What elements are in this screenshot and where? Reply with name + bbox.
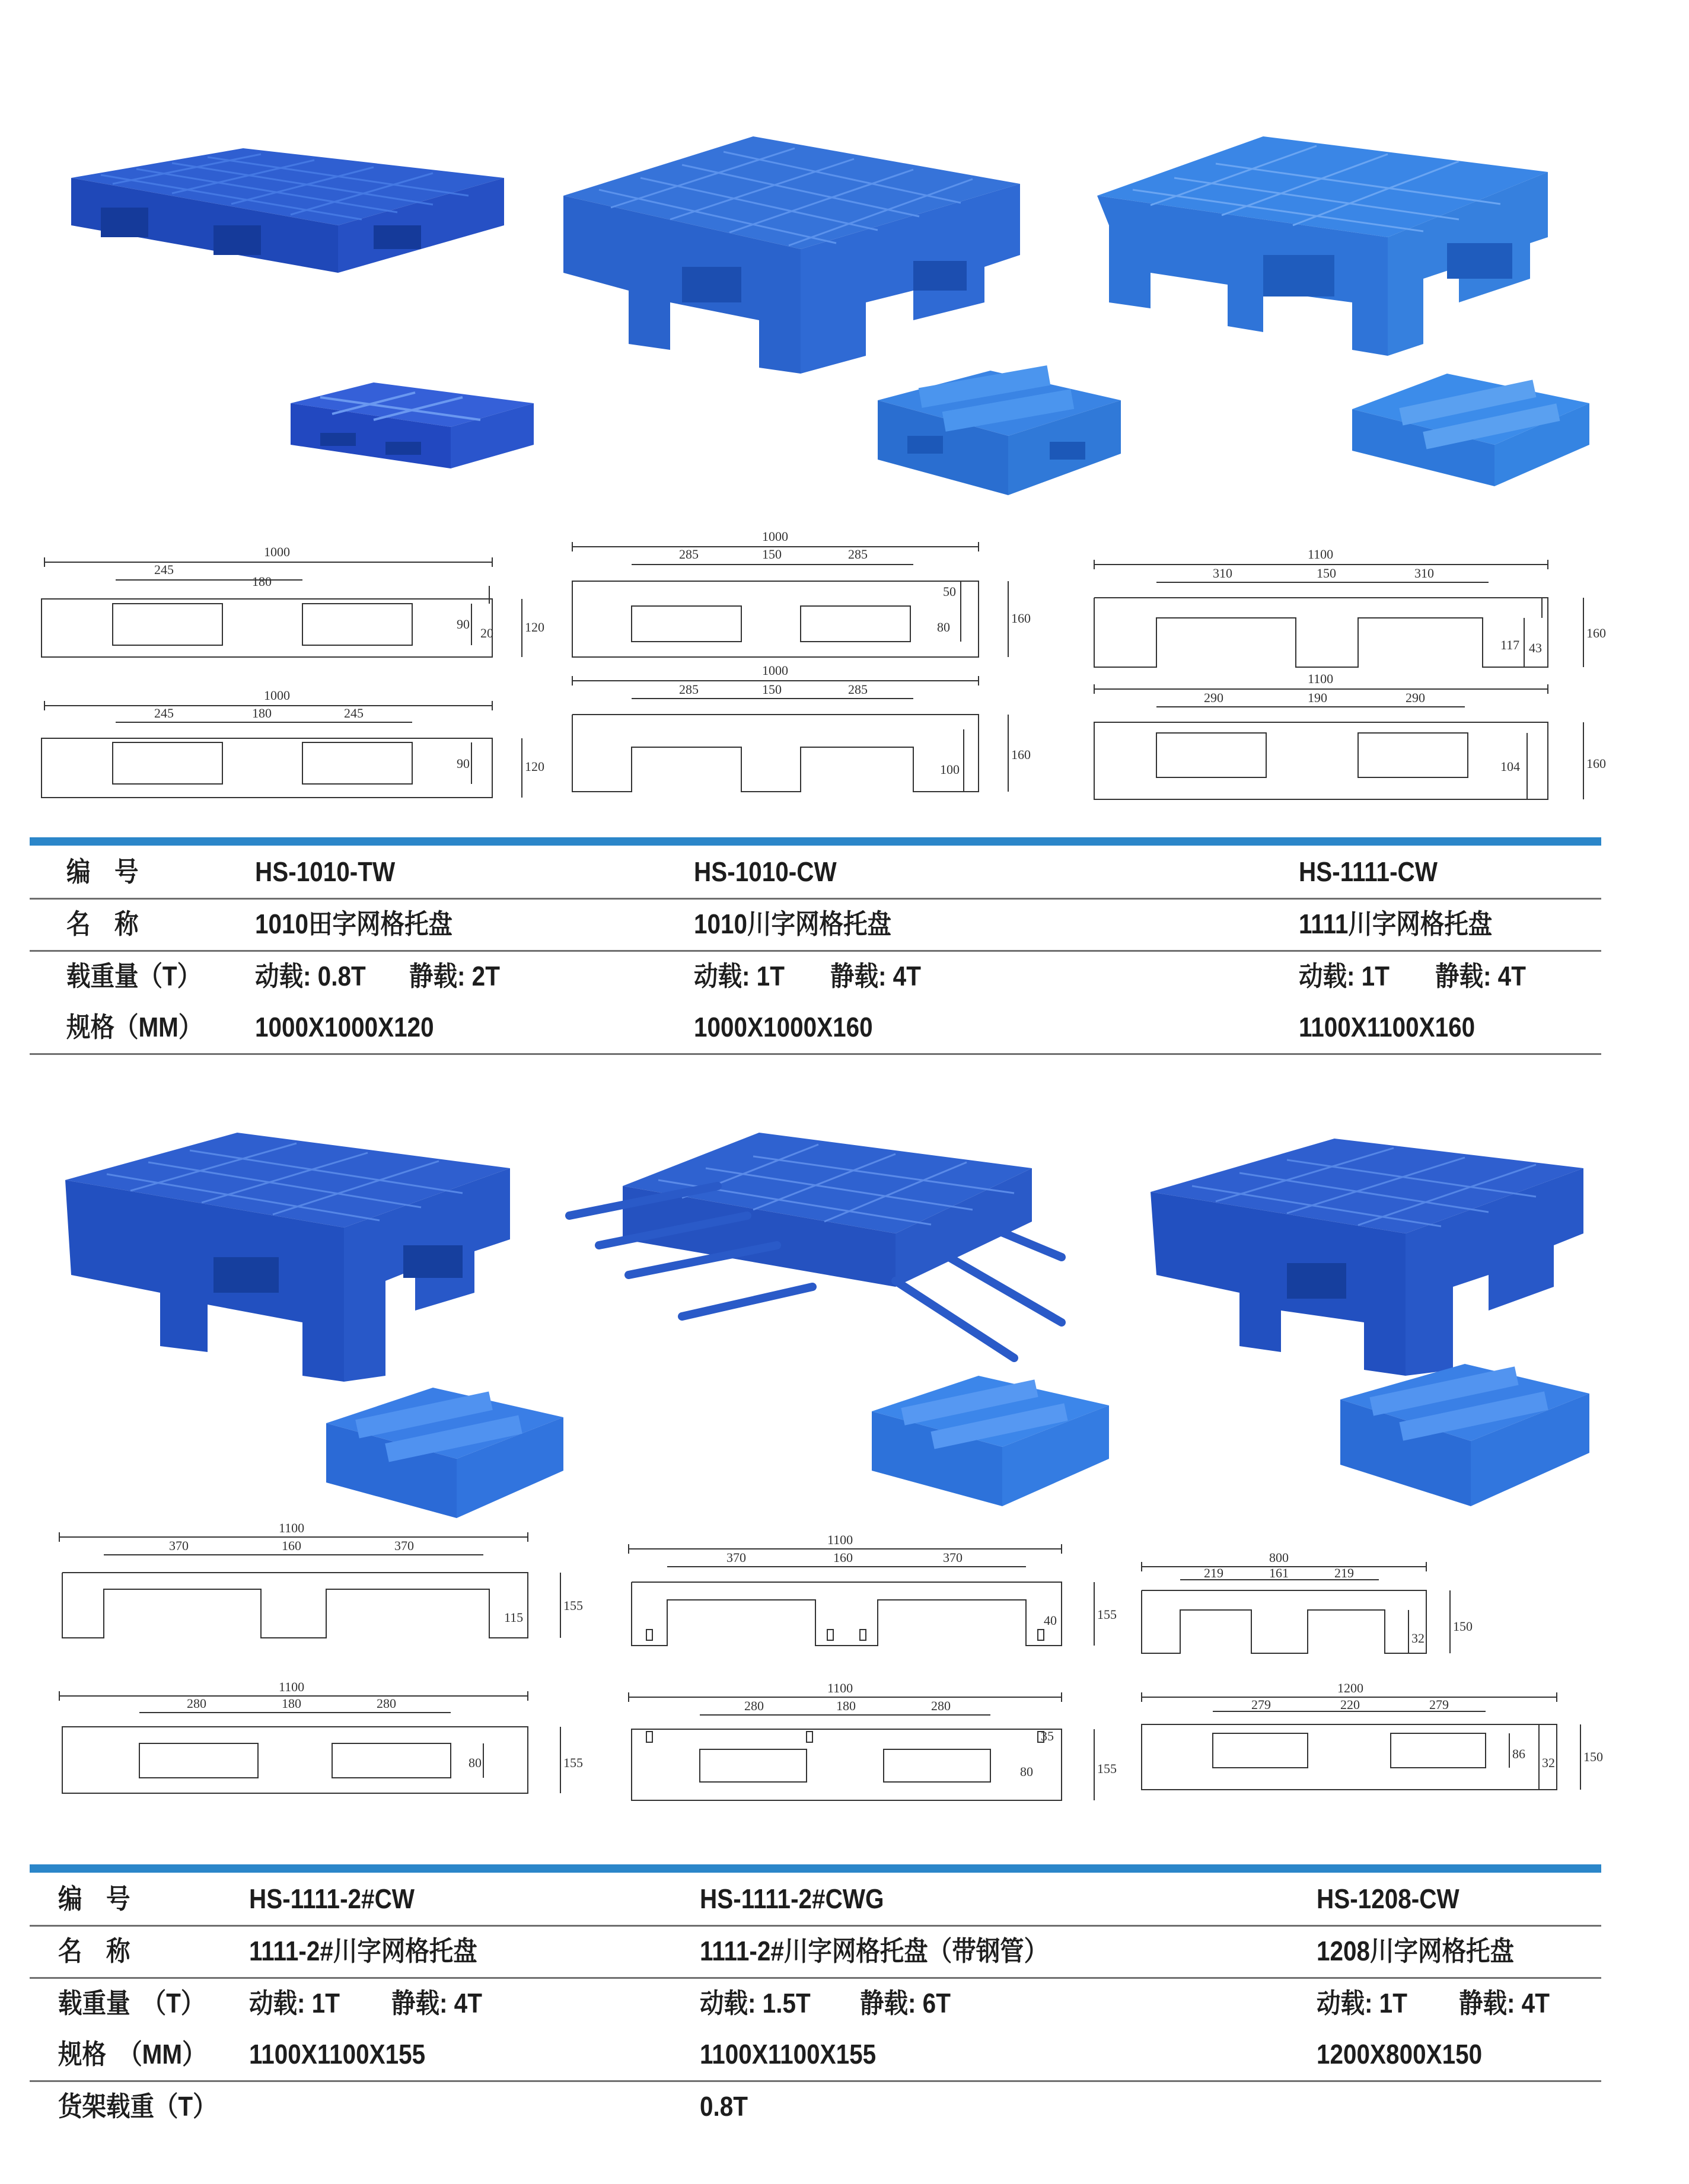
pallet-photo-hs-1111-2cwg xyxy=(563,1121,1067,1370)
dim-span: 279 xyxy=(1251,1697,1271,1712)
dim-height: 40 xyxy=(1044,1613,1057,1628)
dim-height: 160 xyxy=(1586,626,1606,640)
dim-span: 160 xyxy=(282,1538,301,1553)
dim-total-front: 1100 xyxy=(279,1520,305,1535)
product-size: 1000X1000X160 xyxy=(694,1012,873,1042)
dim-span: 180 xyxy=(282,1696,301,1711)
dynamic-load: 动载: 1T xyxy=(694,961,785,991)
dim-height: 104 xyxy=(1500,759,1520,774)
pallet-photo-hs-1010-tw xyxy=(65,142,552,368)
dim-span: 180 xyxy=(836,1698,856,1713)
product-name: 1111-2#川字网格托盘 xyxy=(249,1936,477,1966)
dim-span: 310 xyxy=(1414,566,1434,581)
dim-span: 370 xyxy=(169,1538,189,1553)
pallet-photo-hs-1111-cw xyxy=(1091,130,1566,368)
dim-span: 370 xyxy=(943,1550,963,1565)
pallet-photo-hs-1208-cw xyxy=(1145,1133,1595,1382)
dim-height: 155 xyxy=(563,1598,583,1613)
pallet-photo-hs-1111-2cw xyxy=(59,1127,522,1388)
pallet-photo-hs-1111-2cw-small xyxy=(320,1382,569,1524)
product-code: HS-1111-2#CW xyxy=(249,1883,415,1914)
dim-span: 280 xyxy=(187,1696,206,1711)
pallet-photo-hs-1010-cw xyxy=(557,130,1032,385)
static-load: 静载: 4T xyxy=(1435,961,1526,991)
dim-height: 155 xyxy=(1097,1761,1117,1776)
table-row-code xyxy=(30,846,1601,900)
pallet-photo-hs-1010-tw-small xyxy=(285,380,546,498)
dim-span: 310 xyxy=(1213,566,1232,581)
static-load: 静载: 2T xyxy=(409,961,500,991)
drawing-hs-1111-cw xyxy=(1085,546,1619,806)
dim-total-side: 1100 xyxy=(279,1679,305,1694)
dim-span: 219 xyxy=(1334,1566,1354,1580)
dim-span: 180 xyxy=(252,574,272,589)
dim-span: 180 xyxy=(252,706,272,720)
dim-span: 370 xyxy=(726,1550,746,1565)
dim-height: 80 xyxy=(937,620,950,635)
dim-span: 150 xyxy=(762,547,782,562)
dim-height: 160 xyxy=(1586,756,1606,771)
dim-height: 160 xyxy=(1011,611,1031,626)
dynamic-load: 动载: 1.5T xyxy=(700,1988,811,2019)
dim-span: 290 xyxy=(1204,690,1223,705)
product-code: HS-1111-CW xyxy=(1299,856,1438,887)
dim-span: 279 xyxy=(1429,1697,1449,1712)
row-label: 规格（MM） xyxy=(66,1012,203,1042)
row-label: 编 号 xyxy=(58,1883,130,1914)
product-size: 1100X1100X155 xyxy=(249,2039,426,2070)
product-code: HS-1010-TW xyxy=(255,856,396,887)
row-label: 货架载重（T） xyxy=(58,2091,217,2122)
dim-span: 280 xyxy=(931,1698,951,1713)
product-size: 1100X1100X155 xyxy=(700,2039,877,2070)
drawing-hs-1111-2cw xyxy=(53,1520,583,1803)
dim-height: 20 xyxy=(480,626,493,640)
product-size: 1000X1000X120 xyxy=(255,1012,434,1042)
row-label: 编 号 xyxy=(66,856,139,887)
dim-span: 160 xyxy=(833,1550,853,1565)
spec-table-2 xyxy=(30,1873,1601,2145)
dim-total-side: 1000 xyxy=(264,688,290,703)
dynamic-load: 动载: 1T xyxy=(1317,1988,1407,2019)
dim-height: 32 xyxy=(1542,1755,1555,1770)
dim-span: 280 xyxy=(377,1696,396,1711)
product-code: HS-1010-CW xyxy=(694,856,837,887)
product-size: 1200X800X150 xyxy=(1317,2039,1483,2070)
dim-height: 50 xyxy=(943,584,956,599)
dim-span: 150 xyxy=(762,682,782,697)
table-row-name xyxy=(30,898,1601,952)
dim-height: 150 xyxy=(1583,1749,1603,1764)
dim-span: 245 xyxy=(154,706,174,720)
dim-span: 285 xyxy=(848,682,868,697)
product-name: 1010田字网格托盘 xyxy=(255,908,452,939)
dim-span: 285 xyxy=(679,547,699,562)
dim-total-front: 1000 xyxy=(762,529,788,544)
product-name: 1208川字网格托盘 xyxy=(1317,1936,1514,1966)
static-load: 静载: 4T xyxy=(1459,1988,1550,2019)
drawing-hs-1111-2cwg xyxy=(623,1532,1121,1815)
dim-span: 245 xyxy=(344,706,364,720)
static-load: 静载: 6T xyxy=(860,1988,951,2019)
dim-height: 160 xyxy=(1011,747,1031,762)
dim-total-side: 1100 xyxy=(827,1681,853,1695)
drawing-hs-1010-tw xyxy=(30,534,552,801)
row-label: 载重量（T） xyxy=(66,961,202,991)
dim-height: 90 xyxy=(457,617,470,632)
table-row-code xyxy=(30,1873,1601,1927)
dim-span: 370 xyxy=(394,1538,414,1553)
dim-total-front: 800 xyxy=(1269,1550,1289,1565)
dim-total-front: 1100 xyxy=(827,1532,853,1547)
section2-accent-bar xyxy=(30,1864,1601,1873)
section1-accent-bar xyxy=(30,837,1601,846)
dim-total-front: 1000 xyxy=(264,544,290,559)
dim-total-side: 1000 xyxy=(762,663,788,678)
row-label: 名 称 xyxy=(66,908,139,939)
dim-height: 120 xyxy=(525,620,544,635)
row-label: 载重量 （T） xyxy=(58,1988,205,2019)
dim-span: 161 xyxy=(1269,1566,1289,1580)
dim-height: 90 xyxy=(457,756,470,771)
dim-span: 280 xyxy=(744,1698,764,1713)
dynamic-load: 动载: 1T xyxy=(1299,961,1390,991)
dynamic-load: 动载: 0.8T xyxy=(255,961,366,991)
dim-span: 290 xyxy=(1406,690,1425,705)
dim-height: 80 xyxy=(1020,1764,1033,1779)
dim-height: 150 xyxy=(1453,1619,1473,1634)
dim-height: 100 xyxy=(940,762,960,777)
dim-height: 115 xyxy=(504,1610,524,1625)
pallet-photo-hs-1208-cw-small xyxy=(1334,1358,1595,1512)
drawing-hs-1010-cw xyxy=(569,522,1032,801)
product-name: 1111川字网格托盘 xyxy=(1299,908,1493,939)
pallet-photo-hs-1111-2cwg-small xyxy=(866,1370,1115,1512)
dim-span: 220 xyxy=(1340,1697,1360,1712)
pallet-photo-hs-1111-cw-small xyxy=(1346,368,1595,492)
spec-table-1 xyxy=(30,846,1601,1059)
row-label: 名 称 xyxy=(58,1936,130,1966)
dim-height: 155 xyxy=(1097,1607,1117,1622)
dim-span: 245 xyxy=(154,562,174,577)
dim-height: 155 xyxy=(563,1755,583,1770)
dim-span: 150 xyxy=(1317,566,1336,581)
product-size: 1100X1100X160 xyxy=(1299,1012,1476,1042)
dim-height: 32 xyxy=(1411,1631,1425,1646)
dim-span: 190 xyxy=(1308,690,1327,705)
product-name: 1111-2#川字网格托盘（带钢管） xyxy=(700,1936,1049,1966)
dim-span: 285 xyxy=(679,682,699,697)
dim-height: 117 xyxy=(1500,637,1520,652)
static-load: 静载: 4T xyxy=(830,961,921,991)
dim-total-side: 1100 xyxy=(1308,671,1334,686)
row-label: 规格 （MM） xyxy=(58,2039,206,2070)
rack-load: 0.8T xyxy=(700,2091,748,2122)
dim-total-front: 1100 xyxy=(1308,547,1334,562)
static-load: 静载: 4T xyxy=(391,1988,482,2019)
dim-span: 285 xyxy=(848,547,868,562)
table-row-load xyxy=(30,950,1601,1002)
product-code: HS-1208-CW xyxy=(1317,1883,1459,1914)
pallet-photo-hs-1010-cw-small xyxy=(872,365,1133,507)
product-code: HS-1111-2#CWG xyxy=(700,1883,884,1914)
drawing-hs-1208-cw xyxy=(1130,1550,1604,1815)
table-row-name xyxy=(30,1925,1601,1979)
table-row-load xyxy=(30,1977,1601,2029)
dim-span: 219 xyxy=(1204,1566,1223,1580)
dim-height: 120 xyxy=(525,759,544,774)
dynamic-load: 动载: 1T xyxy=(249,1988,340,2019)
table-row-rack-load xyxy=(30,2080,1601,2132)
dim-height: 80 xyxy=(469,1755,482,1770)
dim-total-side: 1200 xyxy=(1337,1681,1363,1695)
product-name: 1010川字网格托盘 xyxy=(694,908,891,939)
table-row-size xyxy=(30,1001,1601,1055)
dim-height: 86 xyxy=(1512,1746,1525,1761)
dim-height: 35 xyxy=(1041,1729,1054,1743)
dim-height: 43 xyxy=(1529,640,1542,655)
table-row-size xyxy=(30,2028,1601,2082)
